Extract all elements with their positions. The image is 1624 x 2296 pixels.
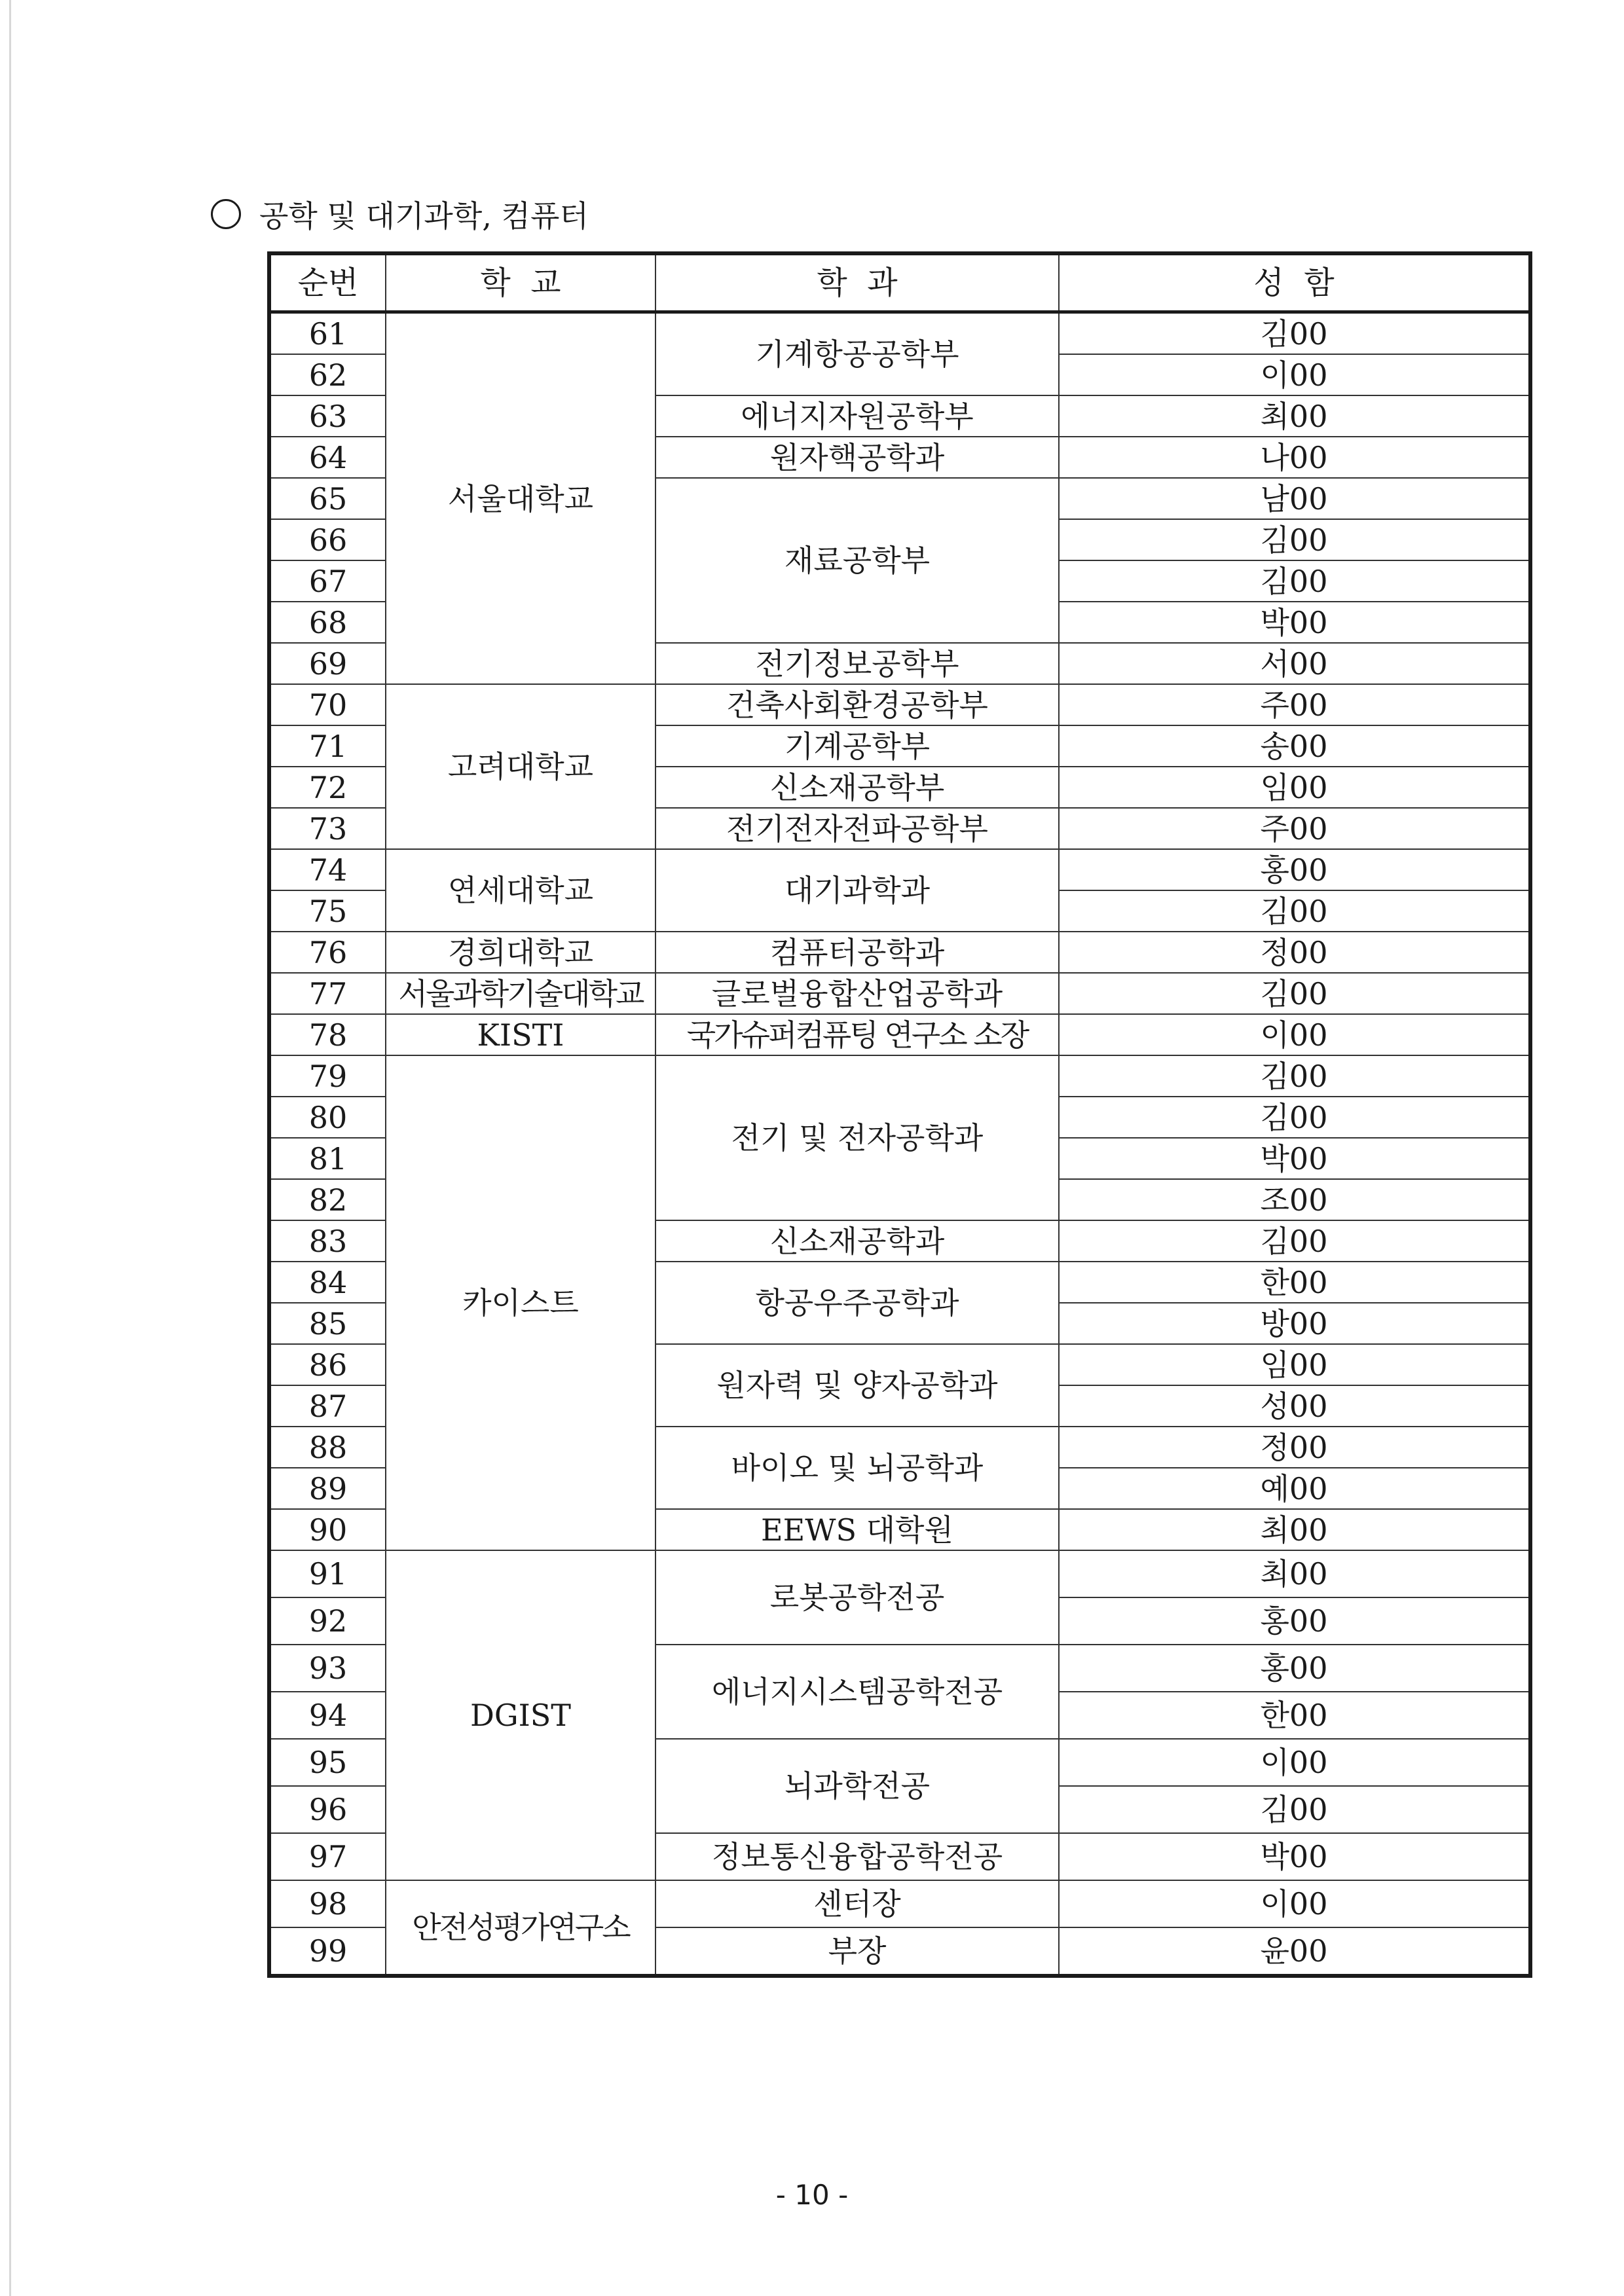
person-name: 김00 [1059,1786,1530,1833]
row-number: 63 [269,395,386,437]
person-name: 한00 [1059,1262,1530,1303]
table-row [269,1880,1530,1927]
header-name: 성 함 [1059,253,1530,312]
row-number: 79 [269,1055,386,1097]
person-name: 홍00 [1059,849,1530,890]
school-cell: KISTI [386,1014,655,1055]
person-name: 송00 [1059,725,1530,767]
dept-cell: 전기 및 전자공학과 [655,1055,1059,1220]
row-number: 82 [269,1179,386,1220]
person-name: 이00 [1059,1014,1530,1055]
row-number: 96 [269,1786,386,1833]
row-number: 72 [269,767,386,808]
dept-cell: 재료공학부 [655,478,1059,643]
row-number: 95 [269,1739,386,1786]
dept-cell: 원자핵공학과 [655,437,1059,478]
row-number: 78 [269,1014,386,1055]
dept-cell: 부장 [655,1927,1059,1976]
row-number: 74 [269,849,386,890]
page-edge-line [9,0,11,2296]
row-number: 99 [269,1927,386,1976]
person-name: 한00 [1059,1692,1530,1739]
person-name: 김00 [1059,519,1530,560]
row-number: 94 [269,1692,386,1739]
section-heading-text: 공학 및 대기과학, 컴퓨터 [259,198,589,234]
person-name: 정00 [1059,932,1530,973]
dept-cell: 신소재공학부 [655,767,1059,808]
row-number: 73 [269,808,386,849]
row-number: 83 [269,1220,386,1262]
person-name: 박00 [1059,1138,1530,1179]
person-name: 서00 [1059,643,1530,684]
header-no: 순번 [269,253,386,312]
dept-cell: 바이오 및 뇌공학과 [655,1427,1059,1509]
dept-cell: 국가슈퍼컴퓨팅 연구소 소장 [655,1014,1059,1055]
row-number: 68 [269,602,386,643]
row-number: 62 [269,354,386,395]
table-row [269,849,1530,890]
dept-cell: EEWS 대학원 [655,1509,1059,1550]
person-name: 남00 [1059,478,1530,519]
row-number: 97 [269,1833,386,1880]
person-name: 박00 [1059,1833,1530,1880]
row-number: 89 [269,1468,386,1509]
row-number: 87 [269,1385,386,1427]
row-number: 86 [269,1344,386,1385]
row-number: 76 [269,932,386,973]
person-name: 주00 [1059,808,1530,849]
row-number: 84 [269,1262,386,1303]
circle-bullet-icon [211,199,241,229]
dept-cell: 센터장 [655,1880,1059,1927]
person-name: 조00 [1059,1179,1530,1220]
person-name: 김00 [1059,1220,1530,1262]
row-number: 77 [269,973,386,1014]
school-cell: 카이스트 [386,1055,655,1550]
person-name: 김00 [1059,973,1530,1014]
dept-cell: 기계항공공학부 [655,312,1059,396]
person-name: 최00 [1059,1509,1530,1550]
person-name: 이00 [1059,1739,1530,1786]
row-number: 67 [269,560,386,602]
person-name: 김00 [1059,312,1530,355]
person-name: 박00 [1059,602,1530,643]
dept-cell: 전기정보공학부 [655,643,1059,684]
person-name: 임00 [1059,767,1530,808]
dept-cell: 기계공학부 [655,725,1059,767]
row-number: 98 [269,1880,386,1927]
person-name: 성00 [1059,1385,1530,1427]
school-cell: 경희대학교 [386,932,655,973]
table-row [269,973,1530,1014]
row-number: 66 [269,519,386,560]
school-cell: 안전성평가연구소 [386,1880,655,1976]
dept-cell: 건축사회환경공학부 [655,684,1059,725]
row-number: 69 [269,643,386,684]
dept-cell: 로봇공학전공 [655,1550,1059,1645]
table-row [269,312,1530,355]
person-name: 최00 [1059,395,1530,437]
row-number: 91 [269,1550,386,1597]
dept-cell: 항공우주공학과 [655,1262,1059,1344]
school-cell: 서울과학기술대학교 [386,973,655,1014]
section-heading [211,191,589,237]
dept-cell: 에너지시스템공학전공 [655,1645,1059,1739]
person-name: 주00 [1059,684,1530,725]
row-number: 90 [269,1509,386,1550]
table-row [269,932,1530,973]
person-name: 윤00 [1059,1927,1530,1976]
row-number: 92 [269,1597,386,1645]
table-header-row [269,253,1530,312]
person-name: 김00 [1059,890,1530,932]
person-name: 홍00 [1059,1645,1530,1692]
table-row [269,1014,1530,1055]
dept-cell: 신소재공학과 [655,1220,1059,1262]
person-name: 임00 [1059,1344,1530,1385]
dept-cell: 대기과학과 [655,849,1059,932]
person-name: 방00 [1059,1303,1530,1344]
table-row [269,1550,1530,1597]
row-number: 65 [269,478,386,519]
person-name: 김00 [1059,1097,1530,1138]
person-name: 정00 [1059,1427,1530,1468]
person-name: 김00 [1059,1055,1530,1097]
row-number: 61 [269,312,386,355]
row-number: 64 [269,437,386,478]
person-name: 최00 [1059,1550,1530,1597]
row-number: 75 [269,890,386,932]
row-number: 71 [269,725,386,767]
school-cell: 연세대학교 [386,849,655,932]
dept-cell: 에너지자원공학부 [655,395,1059,437]
dept-cell: 정보통신융합공학전공 [655,1833,1059,1880]
header-school: 학 교 [386,253,655,312]
person-name: 이00 [1059,354,1530,395]
school-cell: 고려대학교 [386,684,655,849]
dept-cell: 전기전자전파공학부 [655,808,1059,849]
row-number: 81 [269,1138,386,1179]
school-cell: DGIST [386,1550,655,1880]
row-number: 93 [269,1645,386,1692]
header-dept: 학 과 [655,253,1059,312]
person-name: 홍00 [1059,1597,1530,1645]
dept-cell: 글로벌융합산업공학과 [655,973,1059,1014]
person-name: 이00 [1059,1880,1530,1927]
table-row [269,1055,1530,1097]
row-number: 80 [269,1097,386,1138]
member-table [267,251,1532,1978]
school-cell: 서울대학교 [386,312,655,685]
dept-cell: 원자력 및 양자공학과 [655,1344,1059,1427]
row-number: 88 [269,1427,386,1468]
person-name: 예00 [1059,1468,1530,1509]
dept-cell: 컴퓨터공학과 [655,932,1059,973]
dept-cell: 뇌과학전공 [655,1739,1059,1833]
row-number: 70 [269,684,386,725]
row-number: 85 [269,1303,386,1344]
person-name: 나00 [1059,437,1530,478]
page-number: - 10 - [775,2179,849,2211]
person-name: 김00 [1059,560,1530,602]
table-row [269,684,1530,725]
